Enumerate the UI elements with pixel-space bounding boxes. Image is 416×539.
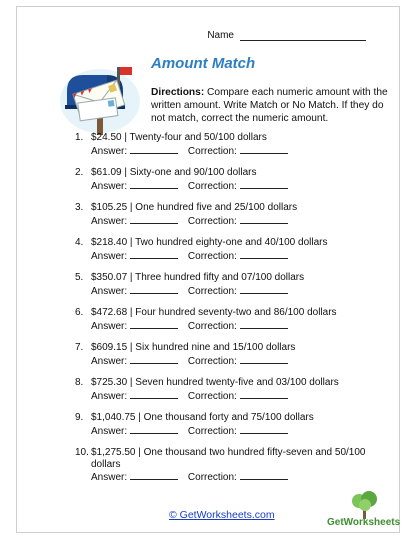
- correction-blank[interactable]: [240, 214, 288, 224]
- answer-blank[interactable]: [130, 389, 178, 399]
- correction-label: Correction:: [187, 472, 237, 483]
- problem-number: 8.: [75, 377, 84, 388]
- answer-label: Answer:: [91, 472, 128, 483]
- correction-blank[interactable]: [240, 249, 288, 259]
- correction-label: Correction:: [187, 145, 237, 157]
- answer-label: Answer:: [91, 320, 128, 332]
- problem-number: 2.: [75, 167, 84, 178]
- logo-wordmark: GetWorksheets: [327, 517, 401, 528]
- problem-statement: $24.50 | Twenty-four and 50/100 dollars: [91, 132, 267, 143]
- answer-blank[interactable]: [130, 179, 178, 189]
- correction-blank[interactable]: [240, 389, 288, 399]
- correction-blank[interactable]: [240, 354, 288, 364]
- problem-statement: $472.68 | Four hundred seventy-two and 86/100 dollars: [91, 307, 337, 318]
- answer-label: Answer:: [91, 425, 128, 437]
- problem-number: 9.: [75, 412, 84, 423]
- correction-label: Correction:: [187, 320, 237, 332]
- problem-statement: $725.30 | Seven hundred twenty-five and 03/100 dollars: [91, 377, 339, 388]
- answer-blank[interactable]: [130, 354, 178, 364]
- directions: [151, 86, 391, 125]
- problem-number: 7.: [75, 342, 84, 353]
- problem-statement: $350.07 | Three hundred fifty and 07/100 dollars: [91, 272, 305, 283]
- problem-number: 3.: [75, 202, 84, 213]
- correction-label: Correction:: [187, 355, 237, 367]
- problem-statement: $61.09 | Sixty-one and 90/100 dollars: [91, 167, 257, 178]
- correction-blank[interactable]: [240, 424, 288, 434]
- answer-label: Answer:: [91, 390, 128, 402]
- problem-number: 5.: [75, 272, 84, 283]
- correction-label: Correction:: [187, 390, 237, 402]
- correction-blank[interactable]: [240, 179, 288, 189]
- problem-number: 4.: [75, 237, 84, 248]
- correction-label: Correction:: [187, 180, 237, 192]
- problem-statement: $1,275.50 | One thousand two hundred fifty-seven and 50/100 dollars: [91, 447, 366, 470]
- directions-label: Directions:: [151, 87, 205, 98]
- correction-label: Correction:: [187, 250, 237, 262]
- answer-label: Answer:: [91, 180, 128, 192]
- problem-statement: $1,040.75 | One thousand forty and 75/100 dollars: [91, 412, 314, 423]
- name-blank-line[interactable]: [240, 29, 366, 41]
- correction-blank[interactable]: [240, 284, 288, 294]
- answer-blank[interactable]: [130, 249, 178, 259]
- problem-number: 6.: [75, 307, 84, 318]
- problem-statement: $218.40 | Two hundred eighty-one and 40/100 dollars: [91, 237, 328, 248]
- correction-label: Correction:: [187, 285, 237, 297]
- correction-label: Correction:: [187, 425, 237, 437]
- problem-statement: $105.25 | One hundred five and 25/100 dollars: [91, 202, 298, 213]
- correction-blank[interactable]: [240, 319, 288, 329]
- correction-blank[interactable]: [240, 144, 288, 154]
- problem-number: 10.: [75, 447, 89, 458]
- name-field-row: [207, 29, 366, 41]
- correction-blank[interactable]: [240, 470, 288, 480]
- answer-blank[interactable]: [130, 214, 178, 224]
- correction-label: Correction:: [187, 215, 237, 227]
- answer-blank[interactable]: [130, 144, 178, 154]
- directions-text: Compare each numeric amount with the written amount. Write Match or No Match. If they do not match, correct the numeric amount.: [151, 87, 388, 124]
- tree-icon: [345, 491, 385, 519]
- answer-blank[interactable]: [130, 319, 178, 329]
- answer-label: Answer:: [91, 285, 128, 297]
- answer-label: Answer:: [91, 250, 128, 262]
- worksheet-title: Amount Match: [151, 55, 256, 72]
- answer-blank[interactable]: [130, 284, 178, 294]
- mailbox-illustration: [57, 61, 143, 137]
- answer-label: Answer:: [91, 215, 128, 227]
- problem-statement: $609.15 | Six hundred nine and 15/100 dollars: [91, 342, 296, 353]
- answer-blank[interactable]: [130, 470, 178, 480]
- answer-label: Answer:: [91, 145, 128, 157]
- problem-number: 1.: [75, 132, 84, 143]
- answer-blank[interactable]: [130, 424, 178, 434]
- footer-copyright-link[interactable]: © GetWorksheets.com: [169, 509, 275, 521]
- answer-label: Answer:: [91, 355, 128, 367]
- getworksheets-logo: [327, 491, 403, 535]
- worksheet-page: [16, 6, 400, 533]
- name-label: Name: [207, 30, 234, 41]
